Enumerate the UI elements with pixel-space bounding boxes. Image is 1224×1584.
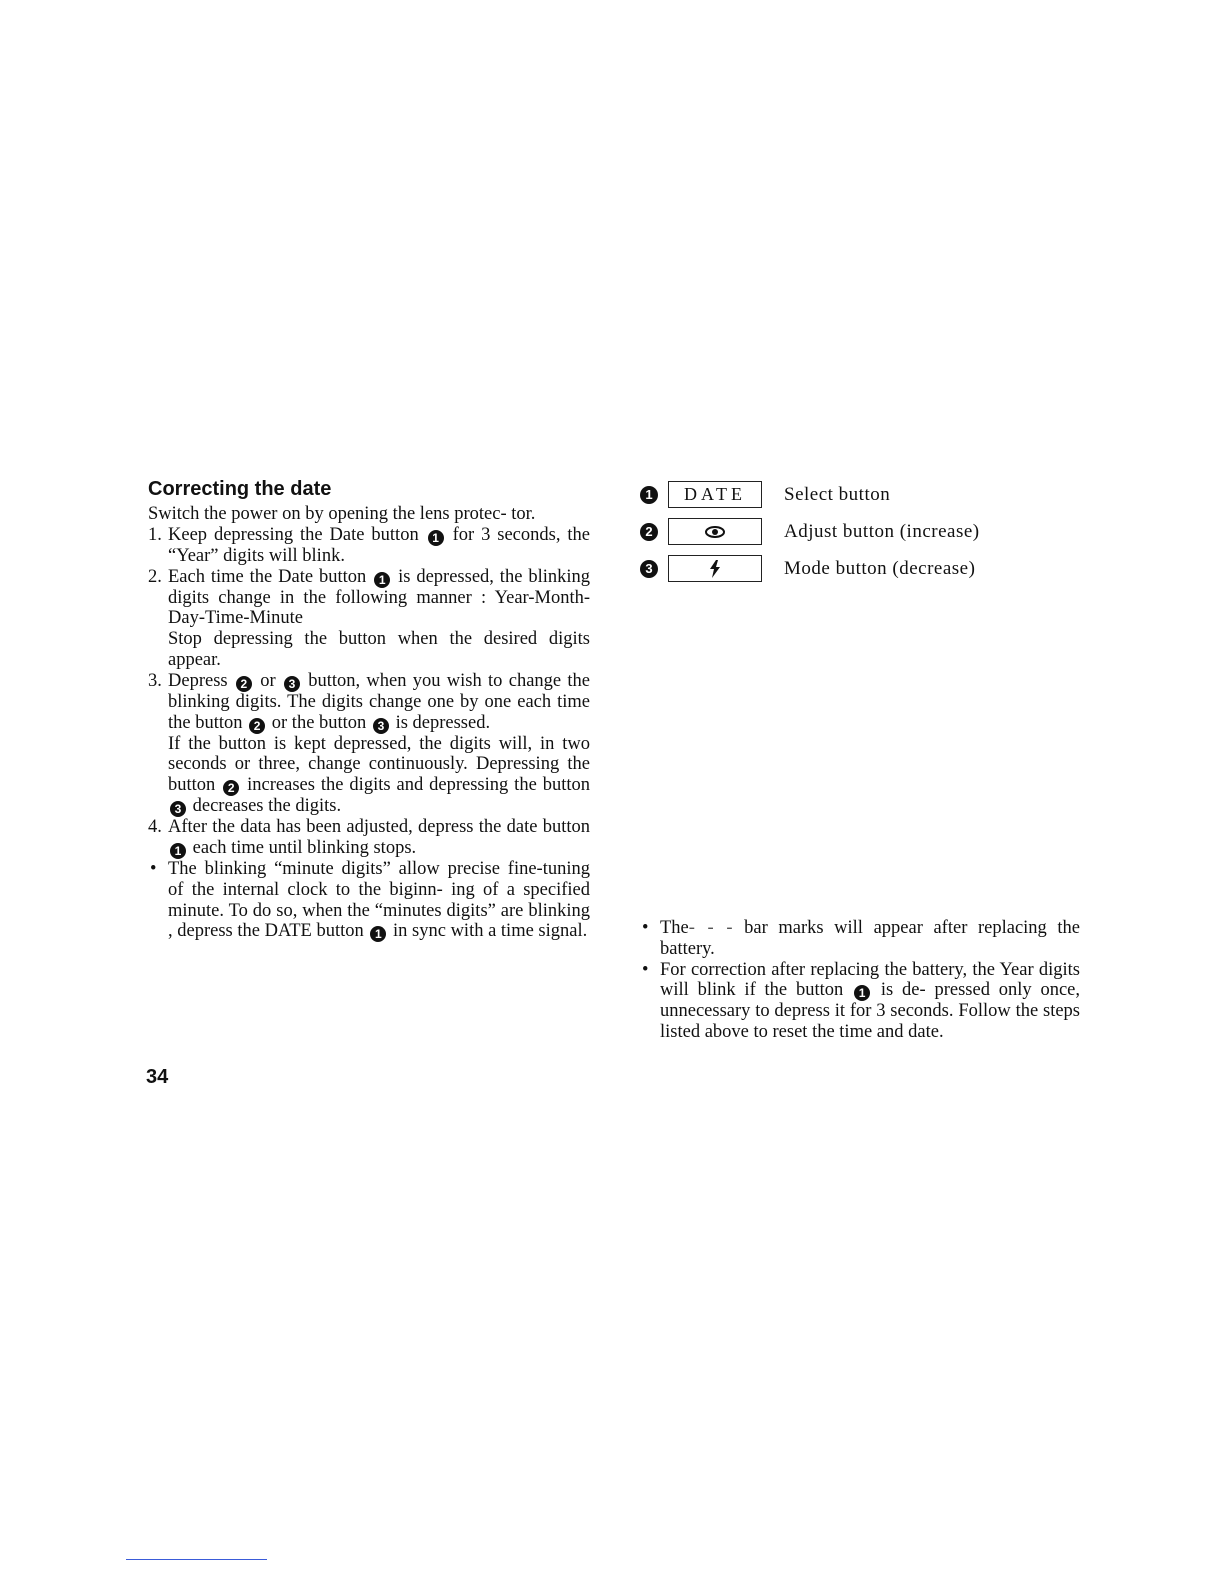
legend-row-adjust — [640, 513, 1080, 550]
intro-text: Switch the power on by opening the lens protec- tor. — [148, 504, 536, 524]
step-4 — [148, 817, 590, 859]
flash-icon — [708, 560, 722, 578]
right-notes — [640, 918, 1080, 1043]
adjust-button-face — [668, 518, 762, 545]
right-note-2 — [640, 960, 1080, 1043]
button-3-marker: 3 — [373, 718, 389, 734]
legend-label: Select button — [784, 483, 891, 505]
step-text: If the button is kept depressed, the digits will, in two seconds or three, change continuously. Depressing the button — [168, 733, 590, 796]
step-number: 4. — [148, 817, 162, 838]
steps-list — [148, 525, 590, 859]
eye-icon — [704, 525, 726, 539]
step-2 — [148, 567, 590, 671]
step-text: each time until blinking stops. — [192, 837, 417, 858]
left-column — [148, 476, 590, 942]
step-text: After the data has been adjusted, depress the date button — [168, 817, 590, 838]
date-button-face: DATE — [668, 481, 762, 508]
button-3-marker: 3 — [284, 676, 300, 692]
button-1-marker: 1 — [370, 926, 386, 942]
button-3-marker: 3 — [170, 801, 186, 817]
legend-row-date — [640, 476, 1080, 513]
right-note-1 — [640, 918, 1080, 960]
mode-button-face — [668, 555, 762, 582]
note-text: The blinking “minute digits” allow precise fine-tuning of the internal clock to the biginn- ing of a specified minute. To do so, when the “minutes digits” are blinking , depress the DATE button — [168, 858, 590, 942]
left-notes — [148, 859, 590, 942]
page-number: 34 — [146, 1066, 169, 1088]
step-text: button, when you wish to change the blinking digits. The digits change one by one each time the button — [168, 670, 591, 733]
step-text: Keep depressing the Date button — [168, 524, 419, 545]
step-text: Each time the Date button — [168, 566, 367, 587]
step-text: Depress — [168, 670, 228, 691]
legend-row-mode — [640, 550, 1080, 587]
section-heading: Correcting the date — [148, 478, 332, 500]
step-text: is depressed. — [395, 712, 491, 733]
bar-marks: - - - — [688, 918, 734, 938]
bullet-icon: • — [642, 918, 649, 938]
step-number: 3. — [148, 670, 162, 691]
note-text: The — [660, 918, 689, 938]
legend-label: Mode button (decrease) — [784, 557, 976, 579]
step-extra — [168, 734, 590, 818]
button-1-marker: 1 — [428, 530, 444, 546]
button-legend — [640, 476, 1080, 587]
step-3 — [148, 671, 590, 817]
button-1-marker: 1 — [640, 486, 658, 504]
step-1 — [148, 525, 590, 567]
button-3-marker: 3 — [640, 560, 658, 578]
button-2-marker: 2 — [640, 523, 658, 541]
button-1-marker: 1 — [170, 843, 186, 859]
legend-label: Adjust button (increase) — [784, 520, 980, 542]
button-1-marker: 1 — [854, 985, 870, 1001]
step-text: increases the digits and depressing the button — [247, 775, 590, 796]
step-number: 1. — [148, 524, 162, 545]
note-text: in sync with a time signal. — [393, 921, 588, 942]
button-2-marker: 2 — [223, 780, 239, 796]
bullet-icon: • — [150, 858, 157, 879]
step-text: is depressed, the blinking digits change in the following manner : Year-Month-Day-Time-Minute — [168, 566, 590, 629]
step-text: decreases the digits. — [192, 796, 342, 817]
bottom-rule — [126, 1559, 267, 1560]
step-number: 2. — [148, 566, 162, 587]
button-2-marker: 2 — [249, 718, 265, 734]
step-text: for 3 seconds, the “Year” digits will blink. — [168, 524, 590, 566]
bullet-icon: • — [642, 959, 649, 980]
button-1-marker: 1 — [374, 572, 390, 588]
left-bullet-note — [148, 859, 590, 942]
note-text: is de- pressed only once, unnecessary to depress it for 3 seconds. Follow the steps listed above to reset the time and date. — [660, 980, 1080, 1043]
note-text: bar marks will appear after replacing the battery. — [660, 918, 1081, 959]
button-2-marker: 2 — [236, 676, 252, 692]
step-extra: Stop depressing the button when the desired digits appear. — [168, 629, 590, 670]
step-text: or the button — [271, 712, 367, 733]
note-text: For correction after replacing the battery, the Year digits will blink if the button — [660, 959, 1080, 1001]
step-text: or — [260, 670, 276, 691]
